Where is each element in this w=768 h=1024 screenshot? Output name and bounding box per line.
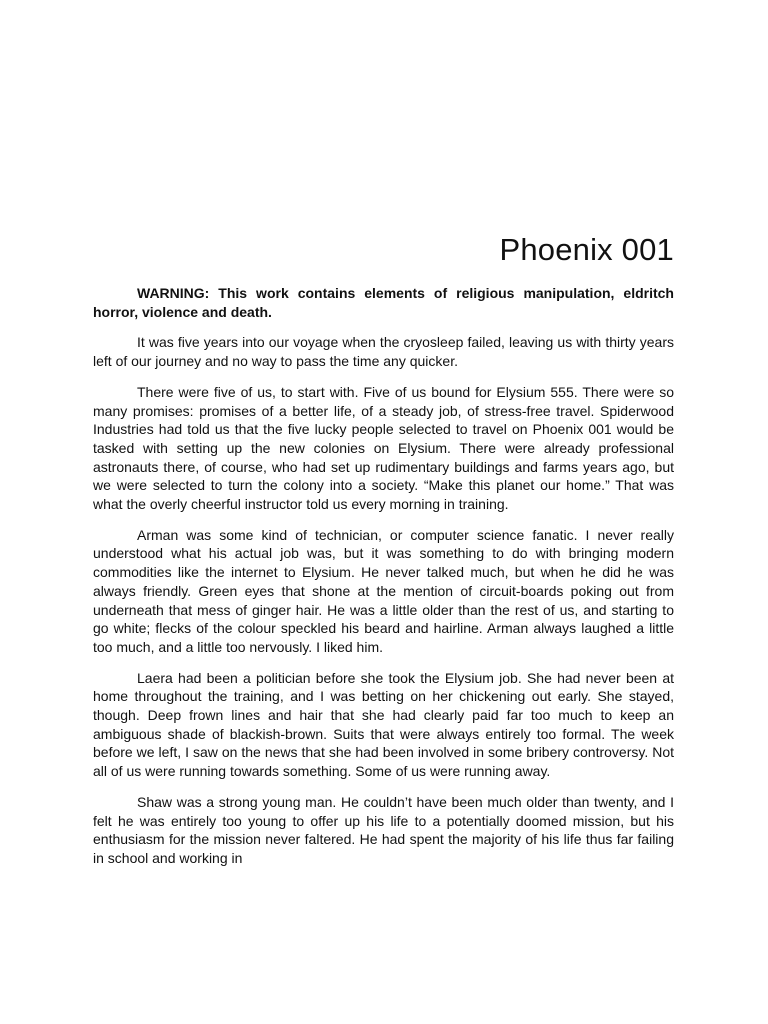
paragraph: There were five of us, to start with. Five of us bound for Elysium 555. There were so many promises: promises of a better life, of a steady job, of stress-free travel. Spiderwood Industries had told us that the five lucky people selected to travel on Phoenix 001 would be tasked with setting up the new colonies on Elysium. There were already professional astronauts there, of course, who had set up rudimentary buildings and farms years ago, but we were selected to turn the colony into a society. “Make this planet our home.” That was what the overly cheerful instructor told us every morning in training. [93,383,674,513]
content-warning: WARNING: This work contains elements of religious manipulation, eldritch horror, violence and death. [93,285,674,320]
paragraph: Laera had been a politician before she took the Elysium job. She had never been at home throughout the training, and I was betting on her chickening out early. She stayed, though. Deep frown lines and hair that she had clearly paid far too much to keep an ambiguous shade of blackish-brown. Suits that were always entirely too formal. The week before we left, I saw on the news that she had been involved in some bribery controversy. Not all of us were running towards something. Some of us were running away. [93,669,674,780]
document-title: Phoenix 001 [499,232,674,267]
paragraph: It was five years into our voyage when the cryosleep failed, leaving us with thirty years left of our journey and no way to pass the time any quicker. [93,334,674,370]
paragraph: Arman was some kind of technician, or computer science fanatic. I never really understood what his actual job was, but it was something to do with bringing modern commodities like the internet to Elysium. He never talked much, but when he did he was always friendly. Green eyes that shone at the mention of circuit-boards poking out from underneath that mess of ginger hair. He was a little older than the rest of us, and starting to go white; flecks of the colour speckled his beard and hairline. Arman always laughed a little too much, and a little too nervously. I liked him. [93,526,674,655]
paragraph: Shaw was a strong young man. He couldn’t have been much older than twenty, and I felt he was entirely too young to offer up his life to a potentially doomed mission, but his enthusiasm for the mission never faltered. He had spent the majority of his life thus far failing in school and working in [93,793,674,866]
document-body [93,228,674,880]
